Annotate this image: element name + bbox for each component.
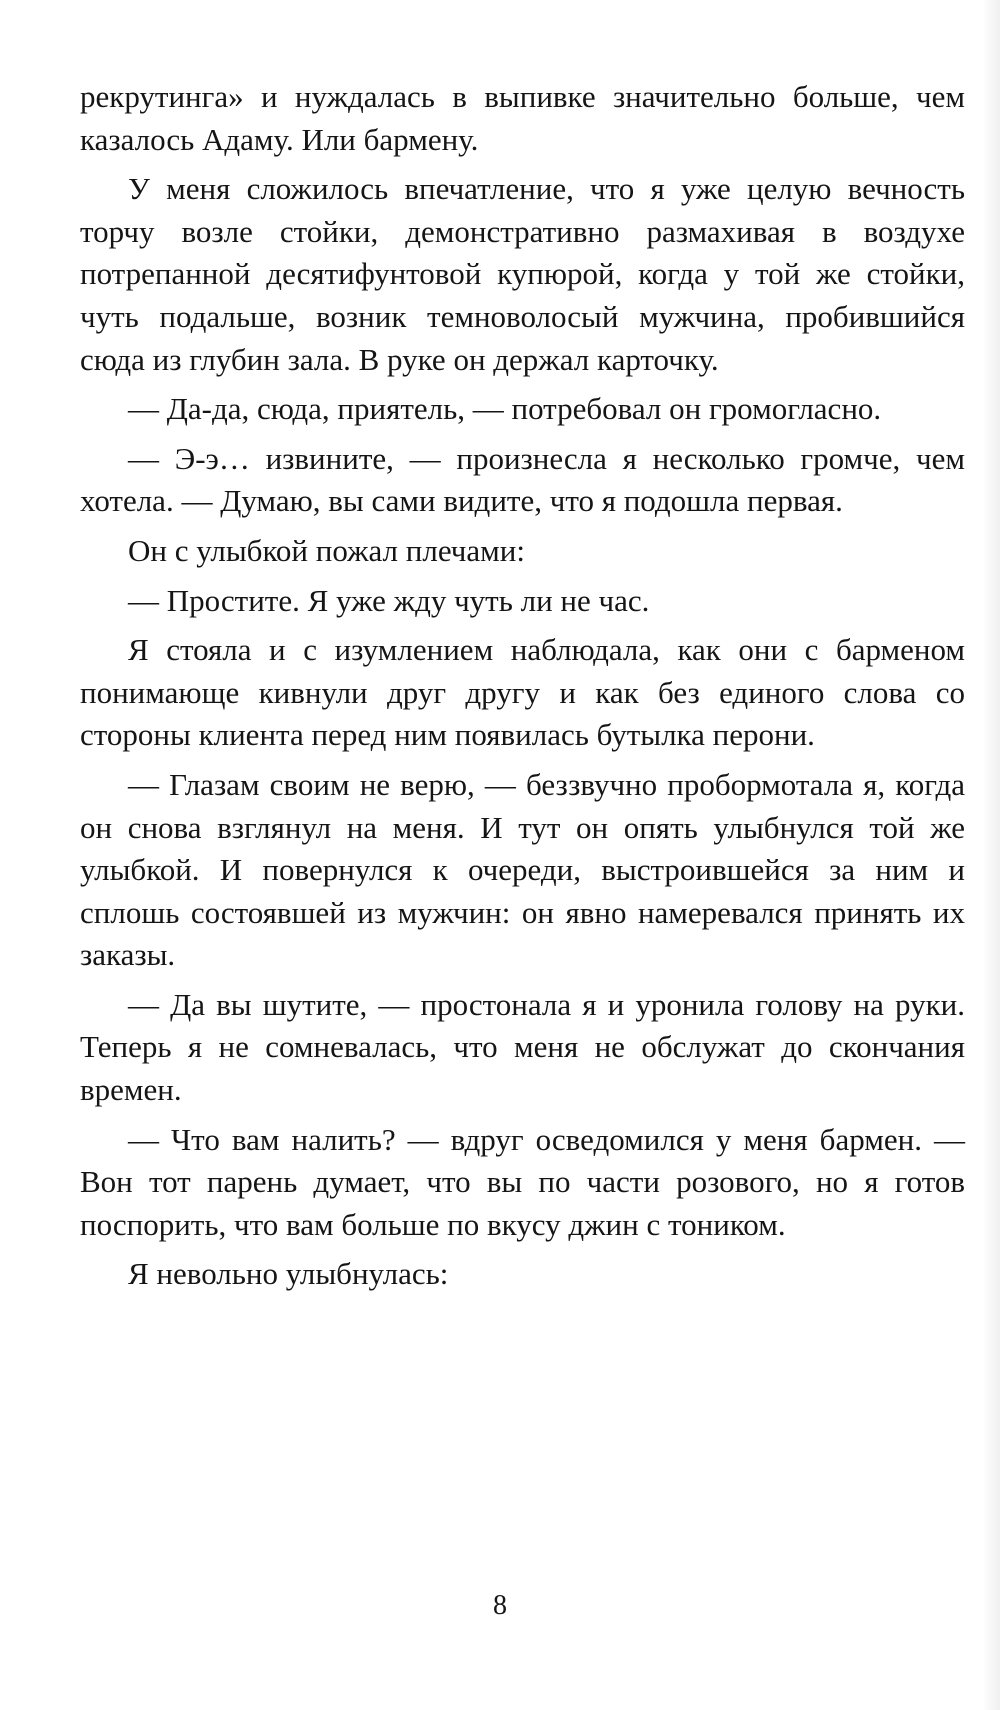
page-number: 8 bbox=[493, 1590, 507, 1621]
paragraph: У меня сложилось впечатление, что я уже целую вечность торчу возле стойки, демонстративно размахивая в воздухе потрепанной десятифунтовой купюрой, когда у той же стойки, чуть подальше, возник темноволосый мужчина, пробившийся сюда из глубин зала. В руке он держал карточку. bbox=[80, 171, 965, 377]
paragraph: — Что вам налить? — вдруг осведомился у меня бармен. — Вон тот парень думает, что вы по части розового, но я готов поспорить, что вам больше по вкусу джин с тоником. bbox=[80, 1121, 965, 1242]
paragraph: Он с улыбкой пожал плечами: bbox=[128, 532, 525, 568]
paragraph: рекрутинга» и нуждалась в выпивке значительно больше, чем казалось Адаму. Или бармену. bbox=[80, 79, 965, 157]
paragraph: — Э-э… извините, — произнесла я несколько громче, чем хотела. — Думаю, вы сами видите, что я подошла первая. bbox=[80, 440, 965, 519]
paragraph: Я стояла и с изумлением наблюдала, как они с барменом понимающе кивнули друг другу и как без единого слова со стороны клиента перед ним появилась бутылка перони. bbox=[80, 632, 965, 753]
paragraph: — Да вы шутите, — простонала я и уронила голову на руки. Теперь я не сомневалась, что меня не обслужат до скончания времен. bbox=[80, 986, 965, 1108]
body-text bbox=[80, 76, 965, 1303]
paragraph: — Простите. Я уже жду чуть ли не час. bbox=[128, 582, 650, 618]
paragraph: — Да-да, сюда, приятель, — потребовал он громогласно. bbox=[128, 391, 882, 427]
paragraph: Я невольно улыбнулась: bbox=[128, 1256, 449, 1292]
paragraph: — Глазам своим не верю, — беззвучно пробормотала я, когда он снова взглянул на меня. И тут он опять улыбнулся той же улыбкой. И повернулся к очереди, выстроившейся за ним и сплошь состоявшей из мужчин: он явно намеревался принять их заказы. bbox=[80, 766, 965, 973]
